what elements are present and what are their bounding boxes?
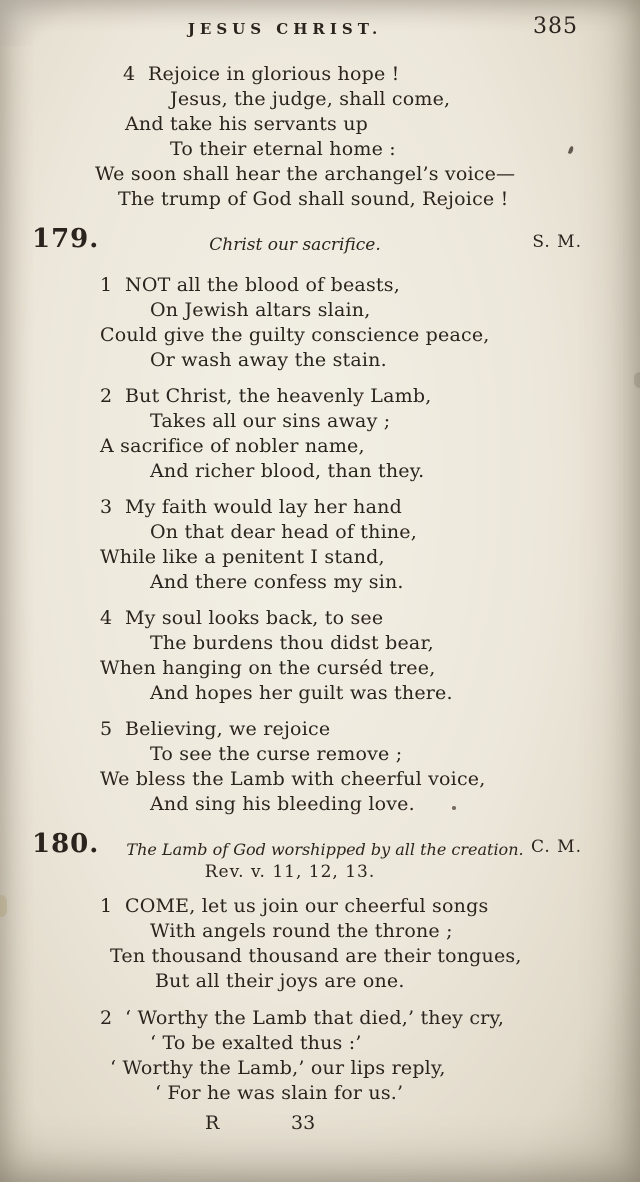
verse-line: The burdens thou didst bear, — [150, 632, 434, 654]
verse-text: COME, let us join our cheerful songs — [125, 895, 489, 917]
hymn-heading-180 — [0, 831, 640, 861]
verse-text: Believing, we rejoice — [125, 718, 331, 740]
verse-line: To their eternal home : — [170, 138, 396, 160]
stanza — [0, 384, 640, 484]
verse-line — [0, 894, 640, 919]
running-header: JESUS CHRIST. — [187, 20, 383, 38]
stanza-number: 2 — [100, 385, 113, 407]
verse-line: On Jewish altars slain, — [150, 299, 371, 321]
verse-line: On that dear head of thine, — [150, 521, 417, 543]
verse-line: The trump of God shall sound, Rejoice ! — [118, 188, 509, 210]
scan-smudge — [634, 372, 640, 388]
verse-line: But all their joys are one. — [155, 970, 405, 992]
stanza — [0, 894, 640, 994]
verse-line — [0, 273, 640, 298]
verse-line: And take his servants up — [125, 113, 369, 135]
verse-text: Rejoice in glorious hope ! — [148, 63, 400, 85]
hymn-title: The Lamb of God worshipped by all the creation. — [126, 840, 524, 859]
hymn-title: Christ our sacrifice. — [209, 235, 381, 255]
stanza — [0, 495, 640, 595]
hymn-meter: C. M. — [530, 837, 582, 857]
verse-line: To see the curse remove ; — [150, 743, 403, 765]
page-number: 385 — [533, 14, 578, 39]
verse-line — [0, 1006, 640, 1031]
verse-line: And sing his bleeding love. — [150, 793, 415, 815]
stanza-number: 1 — [100, 895, 113, 917]
scan-speck — [452, 806, 456, 810]
footer-page-mark: 33 — [291, 1112, 316, 1134]
verse-line — [0, 606, 640, 631]
verse-line: ‘ Worthy the Lamb,’ our lips reply, — [110, 1057, 446, 1079]
stanza-number: 3 — [100, 496, 113, 518]
verse-line: Takes all our sins away ; — [150, 410, 391, 432]
page-header — [0, 16, 640, 42]
page-footer — [0, 1112, 640, 1136]
scripture-reference: Rev. v. 11, 12, 13. — [204, 862, 376, 882]
verse-line: Or wash away the stain. — [150, 349, 387, 371]
hymn-heading-179 — [0, 226, 640, 262]
verse-text: My soul looks back, to see — [125, 607, 384, 629]
verse-line: ‘ To be exalted thus :’ — [150, 1032, 362, 1054]
verse-line — [0, 384, 640, 409]
verse-text: But Christ, the heavenly Lamb, — [125, 385, 432, 407]
verse-text: NOT all the blood of beasts, — [125, 274, 400, 296]
verse-line: When hanging on the curséd tree, — [100, 657, 436, 679]
continued-stanza — [0, 62, 640, 212]
stanza — [0, 717, 640, 817]
verse-line — [0, 717, 640, 742]
verse-line: We bless the Lamb with cheerful voice, — [100, 768, 486, 790]
verse-line: A sacrifice of nobler name, — [100, 435, 365, 457]
verse-text: My faith would lay her hand — [125, 496, 402, 518]
stanza-number: 1 — [100, 274, 113, 296]
verse-line: Jesus, the judge, shall come, — [170, 88, 451, 110]
verse-line: With angels round the throne ; — [150, 920, 453, 942]
verse-line — [0, 495, 640, 520]
hymn-meter: S. M. — [532, 232, 582, 252]
stanza-number: 4 — [123, 63, 136, 85]
verse-line: We soon shall hear the archangel’s voice— — [95, 163, 516, 185]
stanza-number: 4 — [100, 607, 113, 629]
hymn-number: 180. — [32, 829, 100, 859]
verse-line: While like a penitent I stand, — [100, 546, 385, 568]
stanza-number: 2 — [100, 1007, 113, 1029]
stanza — [0, 273, 640, 373]
verse-line: ‘ For he was slain for us.’ — [155, 1082, 404, 1104]
stanza — [0, 1006, 640, 1106]
verse-line: And richer blood, than they. — [150, 460, 425, 482]
verse-line: Could give the guilty conscience peace, — [100, 324, 490, 346]
scan-smudge — [0, 895, 7, 917]
footer-signature: R — [205, 1112, 220, 1134]
verse-line: And there confess my sin. — [150, 571, 404, 593]
verse-line: Ten thousand thousand are their tongues, — [110, 945, 522, 967]
stanza-number: 5 — [100, 718, 113, 740]
verse-text: ‘ Worthy the Lamb that died,’ they cry, — [125, 1007, 505, 1029]
hymn-number: 179. — [32, 224, 100, 254]
verse-line: And hopes her guilt was there. — [150, 682, 453, 704]
verse-line — [0, 62, 640, 87]
stanza — [0, 606, 640, 706]
